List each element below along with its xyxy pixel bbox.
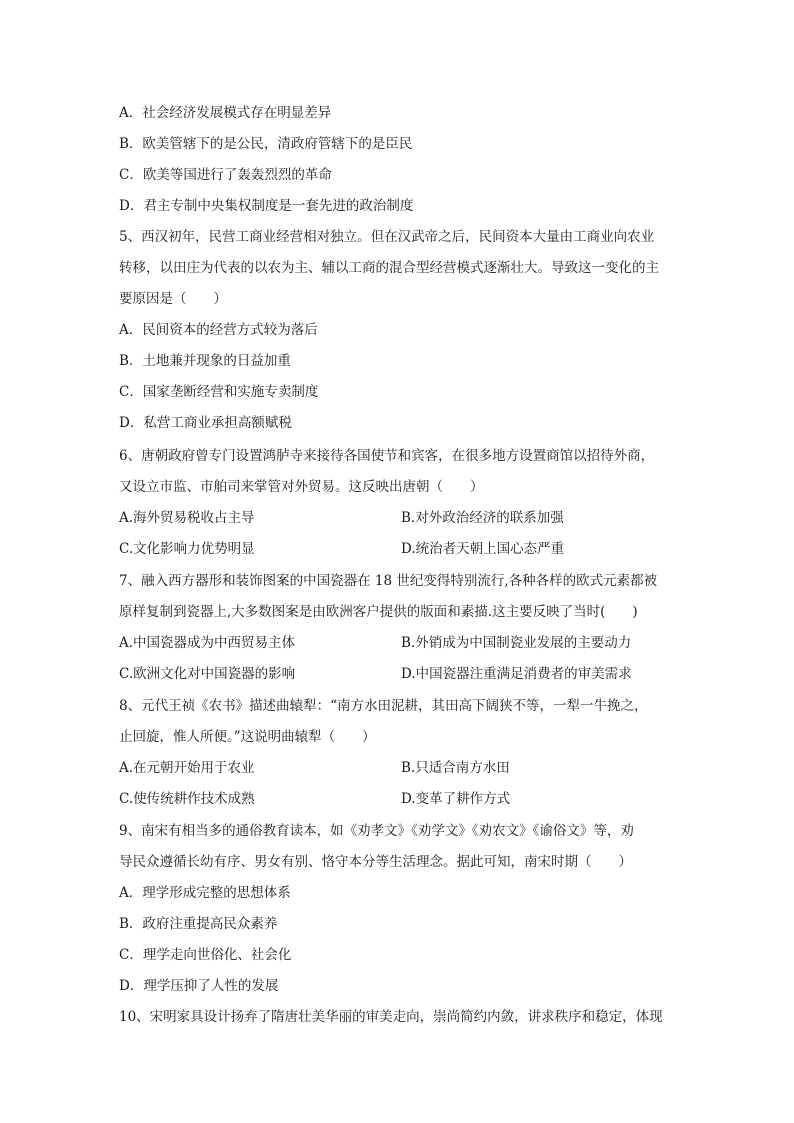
q8-option-c: C.使传统耕作技术成熟 bbox=[119, 791, 255, 807]
q10-stem-line-1: 10、宋明家具设计扬弃了隋唐壮美华丽的审美走向，崇尚简约内敛，讲求秩序和稳定，体现 bbox=[119, 1009, 663, 1025]
q7-option-a: A.中国瓷器成为中西贸易主体 bbox=[119, 635, 296, 651]
q4-option-c: C．欧美等国进行了轰轰烈烈的革命 bbox=[119, 167, 332, 183]
q7-stem-line-2: 原样复制到瓷器上,大多数图案是由欧洲客户提供的版面和素描.这主要反映了当时( ) bbox=[119, 604, 638, 620]
q6-stem-line-1: 6、唐朝政府曾专门设置鸿胪寺来接待各国使节和宾客，在很多地方设置商馆以招待外商， bbox=[119, 448, 655, 464]
q6-option-b: B.对外政治经济的联系加强 bbox=[401, 510, 564, 526]
q5-option-a: A．民间资本的经营方式较为落后 bbox=[119, 322, 318, 338]
q4-option-d: D．君主专制中央集权制度是一套先进的政治制度 bbox=[119, 198, 414, 214]
q7-option-c: C.欧洲文化对中国瓷器的影响 bbox=[119, 666, 296, 682]
q7-stem-line-1: 7、融入西方器形和装饰图案的中国瓷器在 18 世纪变得特别流行,各种各样的欧式元素都被 bbox=[119, 573, 658, 589]
q4-option-b: B．欧美管辖下的是公民，清政府管辖下的是臣民 bbox=[119, 136, 413, 152]
q5-stem-line-2: 转移，以田庄为代表的以农为主、辅以工商的混合型经营模式逐渐壮大。导致这一变化的主 bbox=[119, 260, 659, 276]
q6-option-d: D.统治者天朝上国心态严重 bbox=[401, 541, 565, 557]
q7-option-d: D.中国瓷器注重满足消费者的审美需求 bbox=[401, 666, 632, 682]
q6-stem-line-2: 又设立市监、市舶司来掌管对外贸易。这反映出唐朝（ ） bbox=[119, 479, 484, 495]
q5-stem-line-1: 5、西汉初年，民营工商业经营相对独立。但在汉武帝之后，民间资本大量由工商业向农业 bbox=[119, 229, 655, 245]
q8-option-b: B.只适合南方水田 bbox=[401, 760, 510, 776]
q9-stem-line-2: 导民众遵循长幼有序、男女有别、恪守本分等生活理念。据此可知，南宋时期（ ） bbox=[119, 854, 632, 870]
q9-option-a: A．理学形成完整的思想体系 bbox=[119, 885, 291, 901]
q4-option-a: A．社会经济发展模式存在明显差异 bbox=[119, 105, 332, 121]
q6-option-a: A.海外贸易税收占主导 bbox=[119, 510, 255, 526]
q6-option-c: C.文化影响力优势明显 bbox=[119, 541, 255, 557]
q8-stem-line-1: 8、元代王祯《农书》描述曲辕犁：“南方水田泥耕，其田高下阔狭不等，一犁一牛挽之， bbox=[119, 698, 648, 714]
q9-option-b: B．政府注重提高民众素养 bbox=[119, 916, 278, 932]
q9-option-d: D．理学压抑了人性的发展 bbox=[119, 978, 279, 994]
q8-option-d: D.变革了耕作方式 bbox=[401, 791, 511, 807]
q5-option-b: B．土地兼并现象的日益加重 bbox=[119, 353, 291, 369]
q9-stem-line-1: 9、南宋有相当多的通俗教育读本，如《劝孝文》《劝学文》《劝农文》《谕俗文》等，劝 bbox=[119, 823, 634, 839]
q7-option-b: B.外销成为中国制瓷业发展的主要动力 bbox=[401, 635, 632, 651]
q8-stem-line-2: 止回旋，惟人所便。”这说明曲辕犁（ ） bbox=[119, 729, 376, 745]
q9-option-c: C．理学走向世俗化、社会化 bbox=[119, 947, 292, 963]
q5-option-d: D．私营工商业承担高额赋税 bbox=[119, 415, 292, 431]
q5-option-c: C．国家垄断经营和实施专卖制度 bbox=[119, 384, 319, 400]
q5-stem-line-3: 要原因是（ ） bbox=[119, 291, 227, 307]
q8-option-a: A.在元朝开始用于农业 bbox=[119, 760, 255, 776]
